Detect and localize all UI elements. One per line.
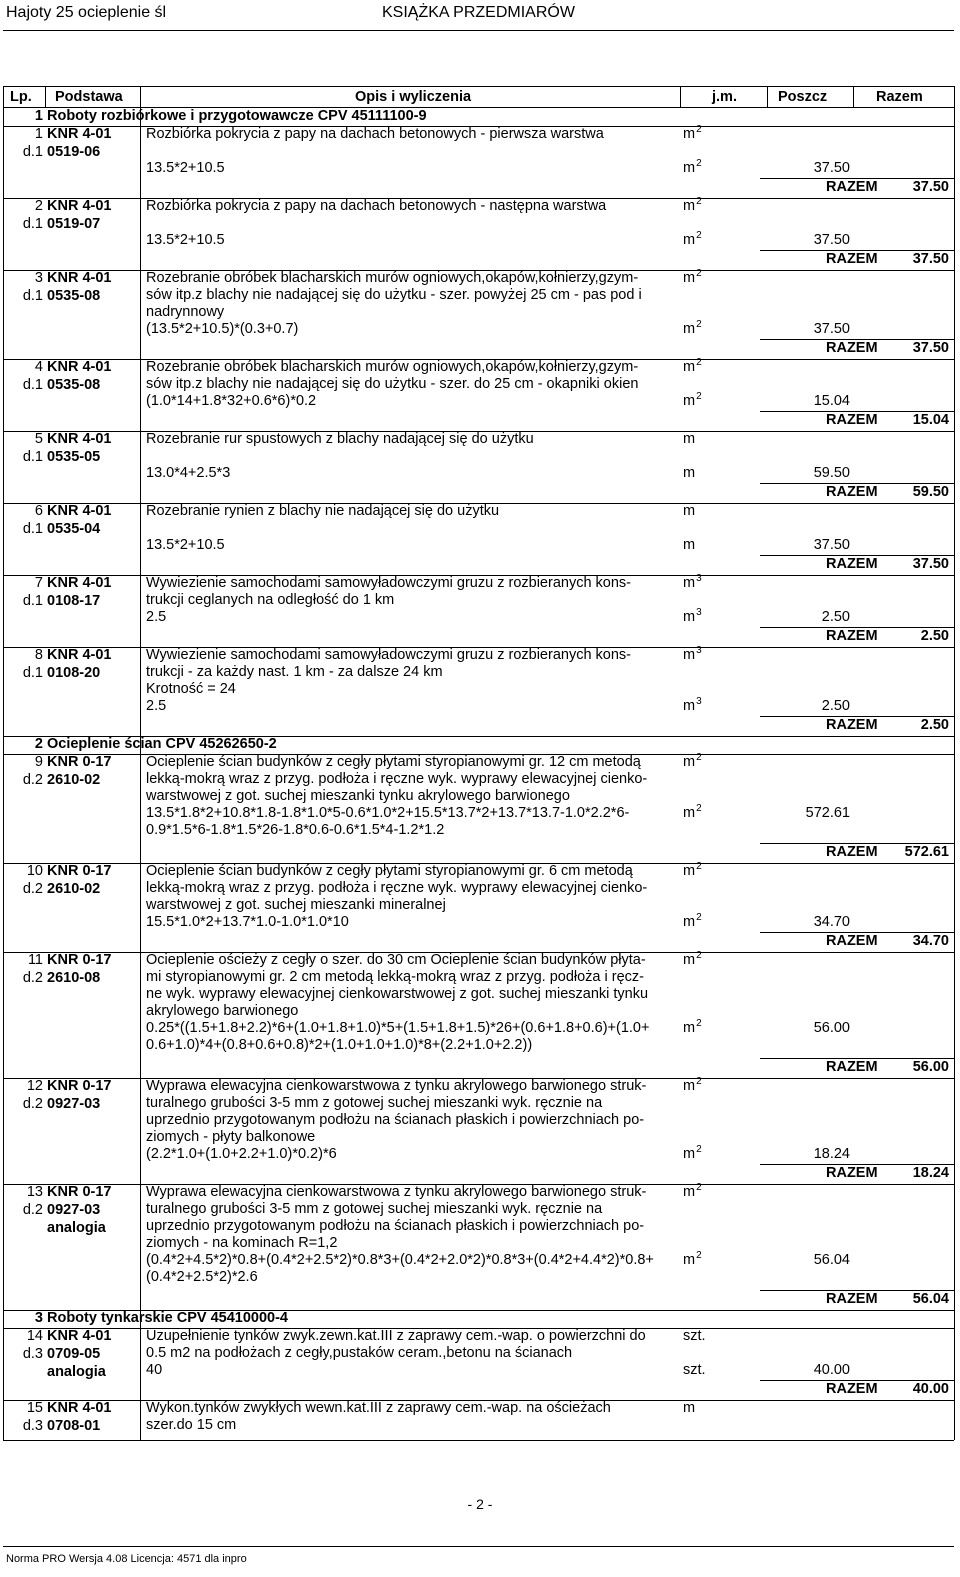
section-title: Roboty tynkarskie CPV 45410000-4 — [47, 1310, 288, 1326]
calculation-quantity: 2.50 — [821, 609, 850, 625]
calculation-unit — [683, 321, 702, 339]
item-description: sów itp.z blachy nie nadającej się do użytku - szer. powyżej 25 cm - pas pod i — [146, 287, 642, 303]
unit-exponent: 2 — [696, 1250, 702, 1261]
unit-exponent: 2 — [696, 752, 702, 763]
item-description: Rozebranie obróbek blacharskich murów ogniowych,okapów,kołnierzy,gzym- — [146, 359, 639, 375]
razem-label: RAZEM — [826, 484, 878, 500]
razem-rule — [760, 843, 954, 844]
unit-base: szt. — [683, 1328, 706, 1344]
unit-exponent: 2 — [696, 391, 702, 402]
unit-base: m — [683, 465, 696, 481]
item-number: 12 — [26, 1078, 43, 1094]
item-division: d.3 — [22, 1346, 43, 1362]
item-description: Rozebranie rynien z blachy nie nadającej się do użytku — [146, 503, 500, 519]
unit-exponent: 2 — [696, 124, 702, 135]
item-number: 6 — [34, 503, 43, 519]
item-description: lekką-mokrą wraz z przyg. podłoża i ręczne wyk. wyprawy elewacyjnej cienko- — [146, 880, 648, 896]
razem-total: 18.24 — [912, 1165, 949, 1181]
item-basis: analogia — [47, 1364, 106, 1380]
razem-rule — [760, 1058, 954, 1059]
item-description: ziomych - na kominach R=1,2 — [146, 1235, 338, 1251]
razem-total: 37.50 — [912, 179, 949, 195]
item-basis: KNR 0-17 — [47, 952, 112, 968]
calculation-quantity: 37.50 — [813, 232, 850, 248]
unit-base: m — [683, 1184, 696, 1200]
item-division: d.3 — [22, 1418, 43, 1434]
item-basis: 0519-07 — [47, 216, 101, 232]
item-description: Rozebranie obróbek blacharskich murów ogniowych,okapów,kołnierzy,gzym- — [146, 270, 639, 286]
item-basis: 0535-08 — [47, 288, 101, 304]
razem-label: RAZEM — [826, 251, 878, 267]
unit-base: m — [683, 914, 696, 930]
calculation-formula: 0.25*((1.5+1.8+2.2)*6+(1.0+1.8+1.0)*5+(1.5+1.8+1.5)*26+(0.6+1.8+0.6)+(1.0+ — [146, 1020, 650, 1036]
calculation-formula: 2.5 — [146, 609, 167, 625]
razem-rule — [760, 1164, 954, 1165]
unit-exponent: 3 — [696, 607, 702, 618]
item-description: turalnego grubości 3-5 mm z gotowej suchej mieszanki wyk. ręcznie na — [146, 1095, 603, 1111]
item-unit — [683, 863, 702, 881]
calculation-quantity: 59.50 — [813, 465, 850, 481]
unit-exponent: 2 — [696, 1018, 702, 1029]
item-unit — [683, 754, 702, 772]
razem-rule — [760, 483, 954, 484]
item-number: 14 — [26, 1328, 43, 1344]
item-basis: KNR 0-17 — [47, 1184, 112, 1200]
item-description: trukcji ceglanych na odległość do 1 km — [146, 592, 395, 608]
item-basis: 0108-17 — [47, 593, 101, 609]
unit-exponent: 2 — [696, 1076, 702, 1087]
razem-rule — [760, 716, 954, 717]
razem-label: RAZEM — [826, 179, 878, 195]
calculation-quantity: 37.50 — [813, 160, 850, 176]
table-top-rule — [3, 86, 954, 87]
item-division: d.2 — [22, 970, 43, 986]
unit-exponent: 2 — [696, 158, 702, 169]
unit-base: m — [683, 609, 696, 625]
unit-base: m — [683, 232, 696, 248]
section-title: Ocieplenie ścian CPV 45262650-2 — [47, 736, 277, 752]
unit-base: m — [683, 503, 696, 519]
item-basis: 2610-02 — [47, 881, 101, 897]
unit-exponent: 3 — [696, 696, 702, 707]
calculation-formula: (1.0*14+1.8*32+0.6*6)*0.2 — [146, 393, 317, 409]
column-header-description: Opis i wyliczenia — [355, 89, 472, 105]
item-description: Wyprawa elewacyjna cienkowarstwowa z tynku akrylowego barwionego struk- — [146, 1184, 647, 1200]
razem-total: 2.50 — [920, 628, 949, 644]
document-file-name: Hajoty 25 ocieplenie śl — [6, 4, 167, 21]
item-basis: analogia — [47, 1220, 106, 1236]
calculation-formula: 13.0*4+2.5*3 — [146, 465, 231, 481]
item-rule — [3, 1440, 954, 1441]
item-division: d.1 — [22, 449, 43, 465]
calculation-quantity: 37.50 — [813, 321, 850, 337]
item-basis: KNR 4-01 — [47, 503, 112, 519]
license-text: Norma PRO Wersja 4.08 Licencja: 4571 dla inpro — [6, 1553, 247, 1565]
section-number: 2 — [34, 736, 43, 752]
razem-total: 34.70 — [912, 933, 949, 949]
calculation-unit — [683, 465, 695, 482]
unit-exponent: 3 — [696, 573, 702, 584]
item-unit — [683, 431, 695, 448]
item-unit — [683, 270, 702, 288]
item-division: d.1 — [22, 377, 43, 393]
column-header-quantity: Poszcz — [778, 89, 828, 105]
item-description: turalnego grubości 3-5 mm z gotowej suchej mieszanki wyk. ręcznie na — [146, 1201, 603, 1217]
column-header-basis: Podstawa — [55, 89, 123, 105]
calculation-formula: 13.5*2+10.5 — [146, 232, 225, 248]
item-division: d.1 — [22, 665, 43, 681]
page-number: - 2 - — [467, 1496, 493, 1512]
item-basis: 0108-20 — [47, 665, 101, 681]
calculation-formula: 13.5*2+10.5 — [146, 160, 225, 176]
item-number: 9 — [34, 754, 43, 770]
section-title: Roboty rozbiórkowe i przygotowawcze CPV 45111100-9 — [47, 108, 427, 124]
item-basis: KNR 4-01 — [47, 575, 112, 591]
item-description: szer.do 15 cm — [146, 1417, 237, 1433]
item-basis: 0708-01 — [47, 1418, 101, 1434]
calculation-unit — [683, 393, 702, 411]
razem-label: RAZEM — [826, 556, 878, 572]
item-description: ziomych - płyty balkonowe — [146, 1129, 316, 1145]
column-rule — [954, 86, 955, 1440]
column-header-unit: j.m. — [712, 89, 737, 105]
calculation-formula: (0.4*2+2.5*2)*2.6 — [146, 1269, 258, 1285]
item-unit — [683, 1400, 695, 1417]
item-unit — [683, 1328, 706, 1345]
item-basis: KNR 0-17 — [47, 754, 112, 770]
razem-rule — [760, 411, 954, 412]
item-number: 10 — [26, 863, 43, 879]
column-rule — [140, 107, 141, 1440]
item-basis: KNR 4-01 — [47, 126, 112, 142]
item-division: d.2 — [22, 881, 43, 897]
item-basis: KNR 4-01 — [47, 198, 112, 214]
calculation-quantity: 56.00 — [813, 1020, 850, 1036]
unit-exponent: 2 — [696, 912, 702, 923]
item-number: 5 — [34, 431, 43, 447]
section-number: 3 — [34, 1310, 43, 1326]
item-unit — [683, 1078, 702, 1096]
item-division: d.2 — [22, 772, 43, 788]
razem-total: 56.00 — [912, 1059, 949, 1075]
unit-base: m — [683, 1146, 696, 1162]
item-number: 11 — [27, 952, 43, 968]
item-description: Wywiezienie samochodami samowyładowczymi gruzu z rozbieranych kons- — [146, 647, 631, 663]
razem-rule — [760, 178, 954, 179]
calculation-formula: 15.5*1.0*2+13.7*1.0-1.0*1.0*10 — [146, 914, 349, 930]
unit-base: m — [683, 126, 696, 142]
calculation-unit — [683, 914, 702, 932]
item-description: Ocieplenie ścian budynków z cegły płytami styropianowymi gr. 6 cm metodą — [146, 863, 633, 879]
item-description: Wyprawa elewacyjna cienkowarstwowa z tynku akrylowego barwionego struk- — [146, 1078, 647, 1094]
calculation-unit — [683, 1020, 702, 1038]
calculation-formula: 13.5*2+10.5 — [146, 537, 225, 553]
razem-label: RAZEM — [826, 1165, 878, 1181]
razem-total: 56.04 — [912, 1291, 949, 1307]
item-description: uprzednio przygotowanym podłożu na ścianach płaskich i powierzchniach po- — [146, 1112, 645, 1128]
unit-exponent: 2 — [696, 950, 702, 961]
column-header-total: Razem — [876, 89, 923, 105]
item-number: 13 — [26, 1184, 43, 1200]
item-basis: KNR 4-01 — [47, 431, 112, 447]
calculation-unit — [683, 1146, 702, 1164]
item-number: 8 — [34, 647, 43, 663]
item-number: 7 — [34, 575, 43, 591]
item-description: uprzednio przygotowanym podłożu na ścianach płaskich i powierzchniach po- — [146, 1218, 645, 1234]
item-basis: KNR 4-01 — [47, 647, 112, 663]
razem-label: RAZEM — [826, 844, 878, 860]
item-basis: 0927-03 — [47, 1202, 101, 1218]
calculation-formula: (0.4*2+4.5*2)*0.8+(0.4*2+2.5*2)*0.8*3+(0.4*2+2.0*2)*0.8*3+(0.4*2+4.4*2)*0.8+ — [146, 1252, 654, 1268]
razem-rule — [760, 339, 954, 340]
unit-base: m — [683, 359, 696, 375]
unit-base: m — [683, 754, 696, 770]
calculation-formula: (2.2*1.0+(1.0+2.2+1.0)*0.2)*6 — [146, 1146, 337, 1162]
item-basis: KNR 0-17 — [47, 1078, 112, 1094]
razem-label: RAZEM — [826, 933, 878, 949]
item-basis: KNR 4-01 — [47, 359, 112, 375]
item-number: 4 — [34, 359, 43, 375]
item-description: lekką-mokrą wraz z przyg. podłoża i ręczne wyk. wyprawy elewacyjnej cienko- — [146, 771, 648, 787]
unit-base: m — [683, 198, 696, 214]
razem-total: 40.00 — [912, 1381, 949, 1397]
calculation-formula: 0.6+1.0)*4+(0.8+0.6+0.8)*2+(1.0+1.0+1.0)*8+(2.2+1.0+2.2)) — [146, 1037, 533, 1053]
calculation-unit — [683, 609, 702, 627]
footer-rule — [3, 1546, 954, 1547]
razem-total: 15.04 — [912, 412, 949, 428]
item-number: 2 — [34, 198, 43, 214]
item-description: 0.5 m2 na podłożach z cegły,pustaków ceram.,betonu na ścianach — [146, 1345, 573, 1361]
item-unit — [683, 198, 702, 216]
calculation-unit — [683, 698, 702, 716]
item-description: Rozbiórka pokrycia z papy na dachach betonowych - pierwsza warstwa — [146, 126, 604, 142]
item-basis: 0535-05 — [47, 449, 101, 465]
item-description: mi styropianowymi gr. 2 cm metodą lekką-mokrą wraz z przyg. podłoża i ręcz- — [146, 969, 644, 985]
unit-exponent: 2 — [696, 1144, 702, 1155]
column-rule — [680, 86, 681, 107]
unit-base: m — [683, 270, 696, 286]
item-description: Wykon.tynków zwykłych wewn.kat.III z zaprawy cem.-wap. na ościeżach — [146, 1400, 611, 1416]
razem-label: RAZEM — [826, 717, 878, 733]
unit-base: m — [683, 575, 696, 591]
unit-base: m — [683, 1020, 696, 1036]
unit-exponent: 2 — [696, 1182, 702, 1193]
calculation-unit — [683, 1362, 706, 1379]
calculation-quantity: 18.24 — [813, 1146, 850, 1162]
item-division: d.1 — [22, 288, 43, 304]
item-basis: 2610-02 — [47, 772, 101, 788]
unit-base: m — [683, 863, 696, 879]
item-description: warstwowej z got. suchej mieszanki tynku akrylowego barwionego — [146, 788, 570, 804]
item-unit — [683, 126, 702, 144]
unit-base: m — [683, 647, 696, 663]
item-basis: 0927-03 — [47, 1096, 101, 1112]
unit-base: m — [683, 1252, 696, 1268]
item-basis: 2610-08 — [47, 970, 101, 986]
item-unit — [683, 359, 702, 377]
item-basis: KNR 4-01 — [47, 1328, 112, 1344]
item-description: sów itp.z blachy nie nadającej się do użytku - szer. do 25 cm - okapniki okien — [146, 376, 639, 392]
razem-rule — [760, 627, 954, 628]
item-division: d.1 — [22, 593, 43, 609]
unit-base: m — [683, 952, 696, 968]
item-description: Ocieplenie ościeży z cegły o szer. do 30 cm Ocieplenie ścian budynków płyta- — [146, 952, 646, 968]
item-division: d.2 — [22, 1202, 43, 1218]
item-description: Wywiezienie samochodami samowyładowczymi gruzu z rozbieranych kons- — [146, 575, 631, 591]
calculation-formula: 40 — [146, 1362, 163, 1378]
razem-label: RAZEM — [826, 1381, 878, 1397]
item-basis: 0519-06 — [47, 144, 101, 160]
calculation-unit — [683, 537, 695, 554]
item-unit — [683, 952, 702, 970]
item-description: Rozebranie rur spustowych z blachy nadającej się do użytku — [146, 431, 534, 447]
item-description: Rozbiórka pokrycia z papy na dachach betonowych - następna warstwa — [146, 198, 607, 214]
item-unit — [683, 503, 695, 520]
calculation-quantity: 37.50 — [813, 537, 850, 553]
calculation-quantity: 40.00 — [813, 1362, 850, 1378]
item-division: d.1 — [22, 521, 43, 537]
calculation-quantity: 2.50 — [821, 698, 850, 714]
item-number: 1 — [34, 126, 43, 142]
calculation-formula: 2.5 — [146, 698, 167, 714]
calculation-formula: 0.9*1.5*6-1.8*1.5*26-1.8*0.6-0.6*1.5*4-1.2*1.2 — [146, 822, 445, 838]
unit-base: m — [683, 537, 696, 553]
item-basis: 0535-08 — [47, 377, 101, 393]
razem-total: 59.50 — [912, 484, 949, 500]
item-basis: KNR 0-17 — [47, 863, 112, 879]
calculation-unit — [683, 805, 702, 823]
column-rule — [853, 86, 854, 107]
calculation-unit — [683, 160, 702, 178]
item-basis: KNR 4-01 — [47, 1400, 112, 1416]
razem-rule — [760, 555, 954, 556]
calculation-quantity: 34.70 — [813, 914, 850, 930]
razem-rule — [760, 250, 954, 251]
item-division: d.1 — [22, 144, 43, 160]
unit-base: m — [683, 805, 696, 821]
column-rule — [767, 86, 768, 107]
item-number: 15 — [26, 1400, 43, 1416]
unit-base: m — [683, 393, 696, 409]
calculation-quantity: 56.04 — [813, 1252, 850, 1268]
item-description: Krotność = 24 — [146, 681, 236, 697]
razem-total: 37.50 — [912, 556, 949, 572]
item-description: Ocieplenie ścian budynków z cegły płytami styropianowymi gr. 12 cm metodą — [146, 754, 641, 770]
razem-rule — [760, 1290, 954, 1291]
unit-exponent: 2 — [696, 357, 702, 368]
section-number: 1 — [34, 108, 43, 124]
calculation-quantity: 15.04 — [813, 393, 850, 409]
item-basis: 0709-05 — [47, 1346, 101, 1362]
calculation-unit — [683, 1252, 702, 1270]
unit-exponent: 2 — [696, 268, 702, 279]
unit-exponent: 2 — [696, 230, 702, 241]
item-unit — [683, 575, 702, 593]
column-rule — [3, 86, 4, 1440]
calculation-formula: 13.5*1.8*2+10.8*1.8-1.8*1.0*5-0.6*1.0*2+15.5*13.7*2+13.7*13.7-1.0*2.2*6- — [146, 805, 630, 821]
calculation-formula: (13.5*2+10.5)*(0.3+0.7) — [146, 321, 299, 337]
document-title: KSIĄŻKA PRZEDMIARÓW — [382, 4, 575, 21]
razem-total: 37.50 — [912, 251, 949, 267]
razem-label: RAZEM — [826, 628, 878, 644]
item-division: d.1 — [22, 216, 43, 232]
item-unit — [683, 1184, 702, 1202]
unit-exponent: 2 — [696, 196, 702, 207]
unit-base: m — [683, 698, 696, 714]
razem-rule — [760, 932, 954, 933]
item-division: d.2 — [22, 1096, 43, 1112]
unit-base: m — [683, 431, 696, 447]
item-basis: KNR 4-01 — [47, 270, 112, 286]
razem-label: RAZEM — [826, 1291, 878, 1307]
unit-exponent: 2 — [696, 861, 702, 872]
unit-base: szt. — [683, 1362, 706, 1378]
unit-base: m — [683, 1400, 696, 1416]
item-description: Uzupełnienie tynków zwyk.zewn.kat.III z zaprawy cem.-wap. o powierzchni do — [146, 1328, 646, 1344]
unit-exponent: 2 — [696, 803, 702, 814]
unit-exponent: 2 — [696, 319, 702, 330]
razem-label: RAZEM — [826, 412, 878, 428]
unit-base: m — [683, 321, 696, 337]
column-rule — [45, 86, 46, 107]
item-description: trukcji - za każdy nast. 1 km - za dalsze 24 km — [146, 664, 443, 680]
razem-total: 37.50 — [912, 340, 949, 356]
item-unit — [683, 647, 702, 665]
item-description: nadrynnowy — [146, 304, 225, 320]
column-header-lp: Lp. — [10, 89, 32, 105]
item-description: warstwowej z got. suchej mieszanki mineralnej — [146, 897, 446, 913]
unit-exponent: 3 — [696, 645, 702, 656]
item-description: akrylowego barwionego — [146, 1003, 299, 1019]
unit-base: m — [683, 1078, 696, 1094]
razem-rule — [760, 1380, 954, 1381]
razem-label: RAZEM — [826, 1059, 878, 1075]
column-rule — [140, 86, 141, 107]
razem-total: 572.61 — [904, 844, 949, 860]
razem-label: RAZEM — [826, 340, 878, 356]
unit-base: m — [683, 160, 696, 176]
razem-total: 2.50 — [920, 717, 949, 733]
calculation-unit — [683, 232, 702, 250]
calculation-quantity: 572.61 — [805, 805, 850, 821]
item-description: ne wyk. wyprawy elewacyjnej cienkowarstwowej z got. suchej mieszanki tynku — [146, 986, 649, 1002]
item-basis: 0535-04 — [47, 521, 101, 537]
item-number: 3 — [34, 270, 43, 286]
